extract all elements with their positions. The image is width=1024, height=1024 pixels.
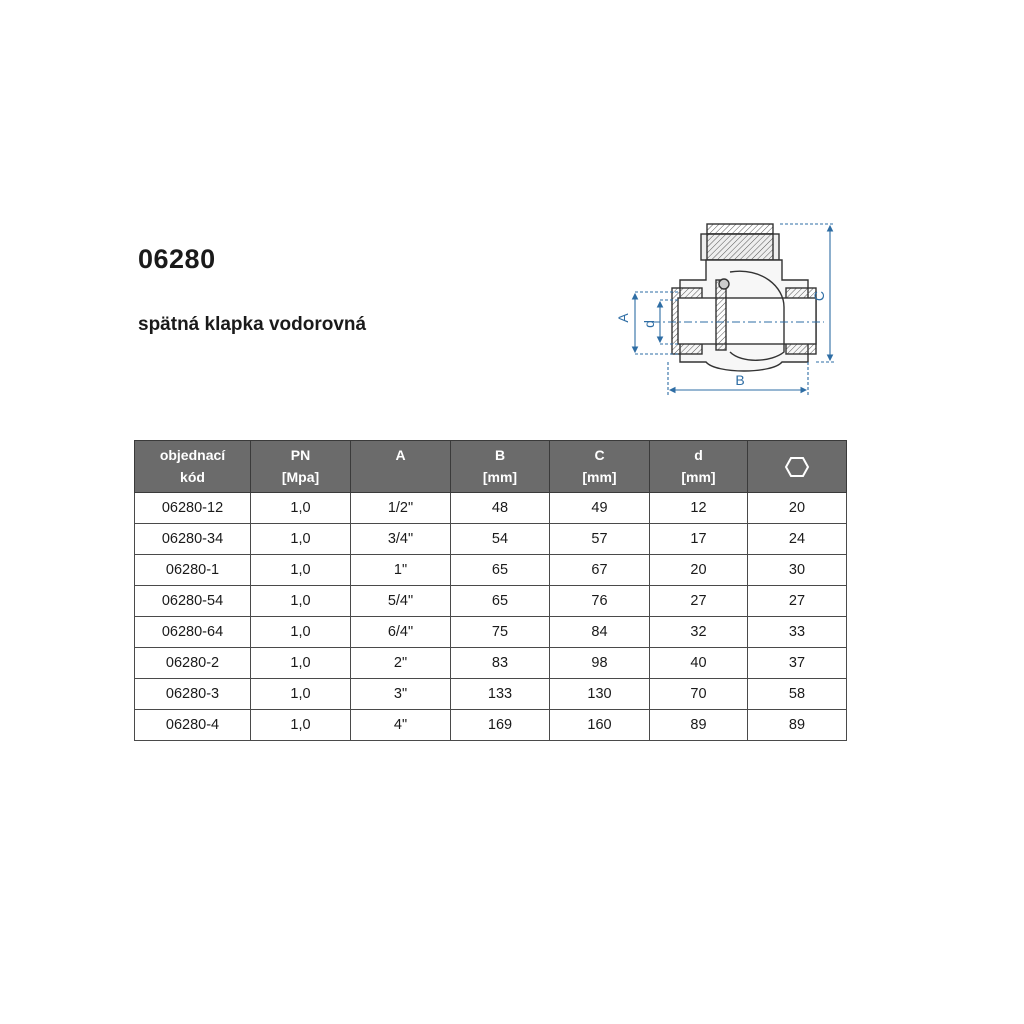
product-name: spätná klapka vodorovná (138, 314, 367, 335)
cell-pn: 1,0 (251, 555, 351, 586)
cell-c: 49 (550, 493, 650, 524)
cell-pn: 1,0 (251, 710, 351, 741)
cell-c: 98 (550, 648, 650, 679)
cell-pn: 1,0 (251, 648, 351, 679)
cell-hex: 89 (748, 710, 847, 741)
table-row (135, 710, 847, 741)
cell-a: 5/4" (351, 586, 451, 617)
valve-technical-drawing (612, 212, 842, 402)
cell-a: 1/2" (351, 493, 451, 524)
table-row (135, 617, 847, 648)
header-b: B [mm] (451, 441, 550, 493)
cell-b: 169 (451, 710, 550, 741)
cell-b: 75 (451, 617, 550, 648)
cell-c: 160 (550, 710, 650, 741)
cell-b: 54 (451, 524, 550, 555)
cell-pn: 1,0 (251, 524, 351, 555)
table-row (135, 493, 847, 524)
header-c: C [mm] (550, 441, 650, 493)
header-pn: PN [Mpa] (251, 441, 351, 493)
cell-d: 70 (650, 679, 748, 710)
cell-order-code: 06280-64 (135, 617, 251, 648)
cell-order-code: 06280-4 (135, 710, 251, 741)
cell-order-code: 06280-12 (135, 493, 251, 524)
cell-d: 40 (650, 648, 748, 679)
cell-c: 130 (550, 679, 650, 710)
header-a: A (351, 441, 451, 493)
header-d: d [mm] (650, 441, 748, 493)
header-order-code: objednací kód (135, 441, 251, 493)
cell-order-code: 06280-2 (135, 648, 251, 679)
cell-b: 65 (451, 586, 550, 617)
cell-hex: 58 (748, 679, 847, 710)
cell-hex: 20 (748, 493, 847, 524)
cell-pn: 1,0 (251, 586, 351, 617)
cell-b: 65 (451, 555, 550, 586)
valve-body (672, 224, 816, 371)
cell-d: 17 (650, 524, 748, 555)
cell-hex: 33 (748, 617, 847, 648)
cell-hex: 37 (748, 648, 847, 679)
cell-hex: 24 (748, 524, 847, 555)
cell-d: 20 (650, 555, 748, 586)
cell-pn: 1,0 (251, 617, 351, 648)
cell-b: 133 (451, 679, 550, 710)
table-row (135, 555, 847, 586)
product-code: 06280 (138, 244, 216, 274)
cell-hex: 27 (748, 586, 847, 617)
cell-pn: 1,0 (251, 679, 351, 710)
dim-label-d: d (641, 320, 657, 328)
cell-b: 48 (451, 493, 550, 524)
cell-d: 12 (650, 493, 748, 524)
cell-order-code: 06280-54 (135, 586, 251, 617)
table-row (135, 679, 847, 710)
cell-order-code: 06280-3 (135, 679, 251, 710)
cell-a: 1" (351, 555, 451, 586)
cell-c: 57 (550, 524, 650, 555)
dim-label-B: B (735, 372, 745, 388)
cell-hex: 30 (748, 555, 847, 586)
cell-a: 3" (351, 679, 451, 710)
cell-a: 4" (351, 710, 451, 741)
cell-c: 76 (550, 586, 650, 617)
cell-b: 83 (451, 648, 550, 679)
table-row (135, 524, 847, 555)
header-hex (748, 441, 847, 493)
cell-order-code: 06280-34 (135, 524, 251, 555)
cell-d: 89 (650, 710, 748, 741)
cell-pn: 1,0 (251, 493, 351, 524)
cell-a: 3/4" (351, 524, 451, 555)
cell-d: 32 (650, 617, 748, 648)
dim-label-C: C (811, 290, 827, 302)
cell-order-code: 06280-1 (135, 555, 251, 586)
cell-d: 27 (650, 586, 748, 617)
table-header-row (135, 441, 847, 493)
cell-a: 2" (351, 648, 451, 679)
cell-c: 84 (550, 617, 650, 648)
cell-c: 67 (550, 555, 650, 586)
hexagon-icon (784, 456, 810, 478)
spec-table (134, 440, 847, 741)
cell-a: 6/4" (351, 617, 451, 648)
dim-label-A: A (615, 313, 631, 323)
table-row (135, 648, 847, 679)
table-row (135, 586, 847, 617)
